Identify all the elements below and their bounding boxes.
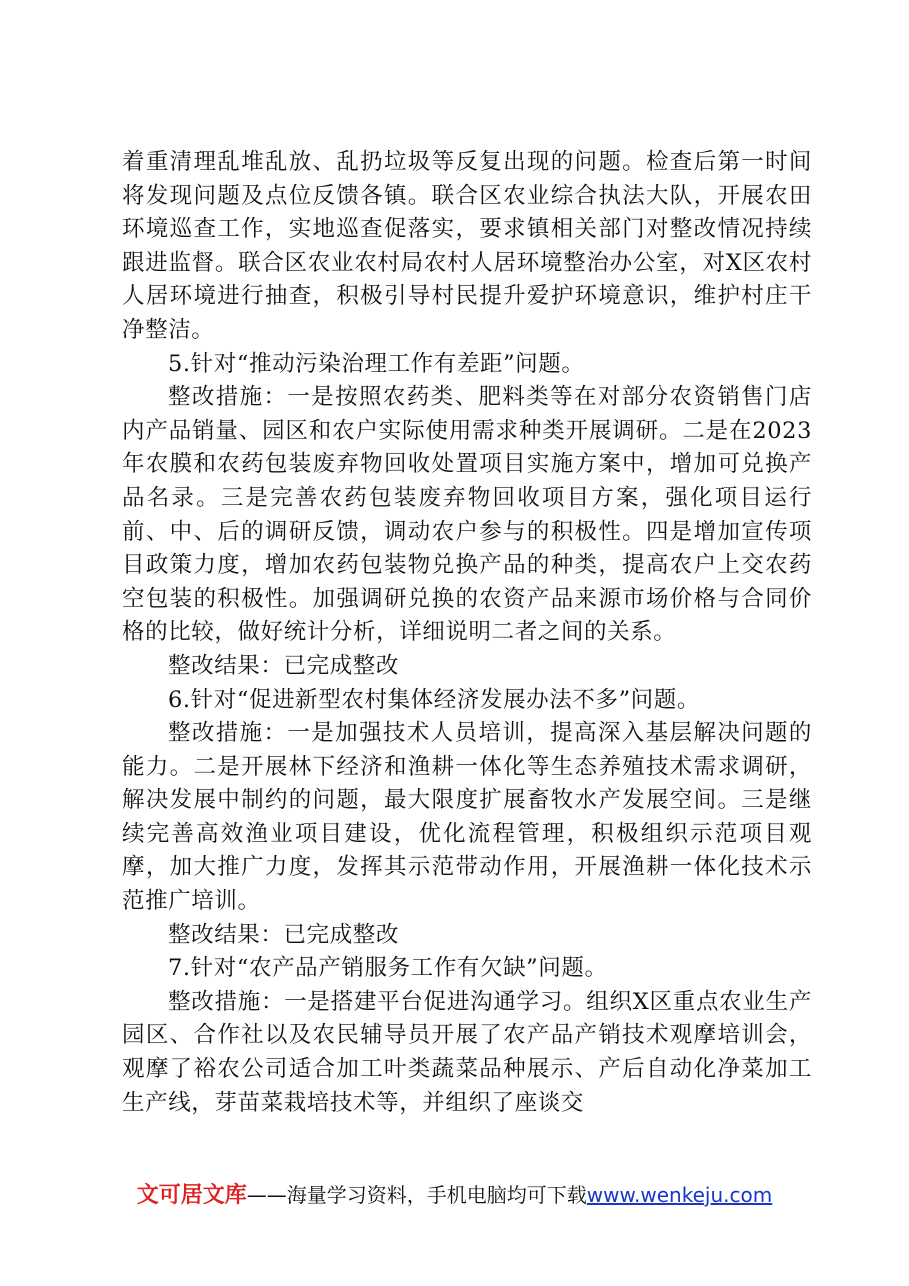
paragraph-inspection-continued: 着重清理乱堆乱放、乱扔垃圾等反复出现的问题。检查后第一时间将发现问题及点位反馈各镇。联合区农业综合执法大队，开展农田环境巡查工作，实地巡查促落实，要求镇相关部门对整改情况持续跟进监督。联合区农业农村局农村人居环境整治办公室，对X区农村人居环境进行抽查，积极引导村民提升爱护环境意识，维护村庄干净整洁。 bbox=[122, 149, 812, 343]
footer-brand: 文可居文库 bbox=[136, 1183, 247, 1208]
paragraph-result-5: 整改结果：已完成整改 bbox=[168, 652, 400, 679]
footer-banner bbox=[0, 1180, 909, 1211]
heading-item-5: 5.针对“推动污染治理工作有差距”问题。 bbox=[168, 350, 585, 377]
footer-url-link[interactable]: www.wenkeju.com bbox=[586, 1183, 773, 1207]
heading-item-6: 6.针对“促进新型农村集体经济发展办法不多”问题。 bbox=[168, 686, 700, 713]
paragraph-measures-5: 整改措施：一是按照农药类、肥料类等在对部分农资销售门店内产品销量、园区和农户实际使用需求种类开展调研。二是在2023年农膜和农药包装废弃物回收处置项目实施方案中，增加可兑换产品名录。三是完善农药包装废弃物回收项目方案，强化项目运行前、中、后的调研反馈，调动农户参与的积极性。四是增加宣传项目政策力度，增加农药包装物兑换产品的种类，提高农户上交农药空包装的积极性。加强调研兑换的农资产品来源市场价格与合同价格的比较，做好统计分析，详细说明二者之间的关系。 bbox=[122, 384, 812, 646]
paragraph-measures-6: 整改措施：一是加强技术人员培训，提高深入基层解决问题的能力。二是开展林下经济和渔耕一体化等生态养殖技术需求调研，解决发展中制约的问题，最大限度扩展畜牧水产发展空间。三是继续完善高效渔业项目建设，优化流程管理，积极组织示范项目观摩，加大推广力度，发挥其示范带动作用，开展渔耕一体化技术示范推广培训。 bbox=[122, 720, 812, 915]
heading-item-7: 7.针对“农产品产销服务工作有欠缺”问题。 bbox=[168, 955, 608, 982]
paragraph-result-6: 整改结果：已完成整改 bbox=[168, 921, 400, 948]
footer-tagline: ——海量学习资料，手机电脑均可下载 bbox=[246, 1183, 587, 1207]
paragraph-measures-7: 整改措施：一是搭建平台促进沟通学习。组织X区重点农业生产园区、合作社以及农民辅导员开展了农产品产销技术观摩培训会，观摩了裕农公司适合加工叶类蔬菜品种展示、产后自动化净菜加工生产线，芽苗菜栽培技术等，并组织了座谈交 bbox=[122, 988, 812, 1116]
document-body bbox=[122, 146, 812, 1120]
